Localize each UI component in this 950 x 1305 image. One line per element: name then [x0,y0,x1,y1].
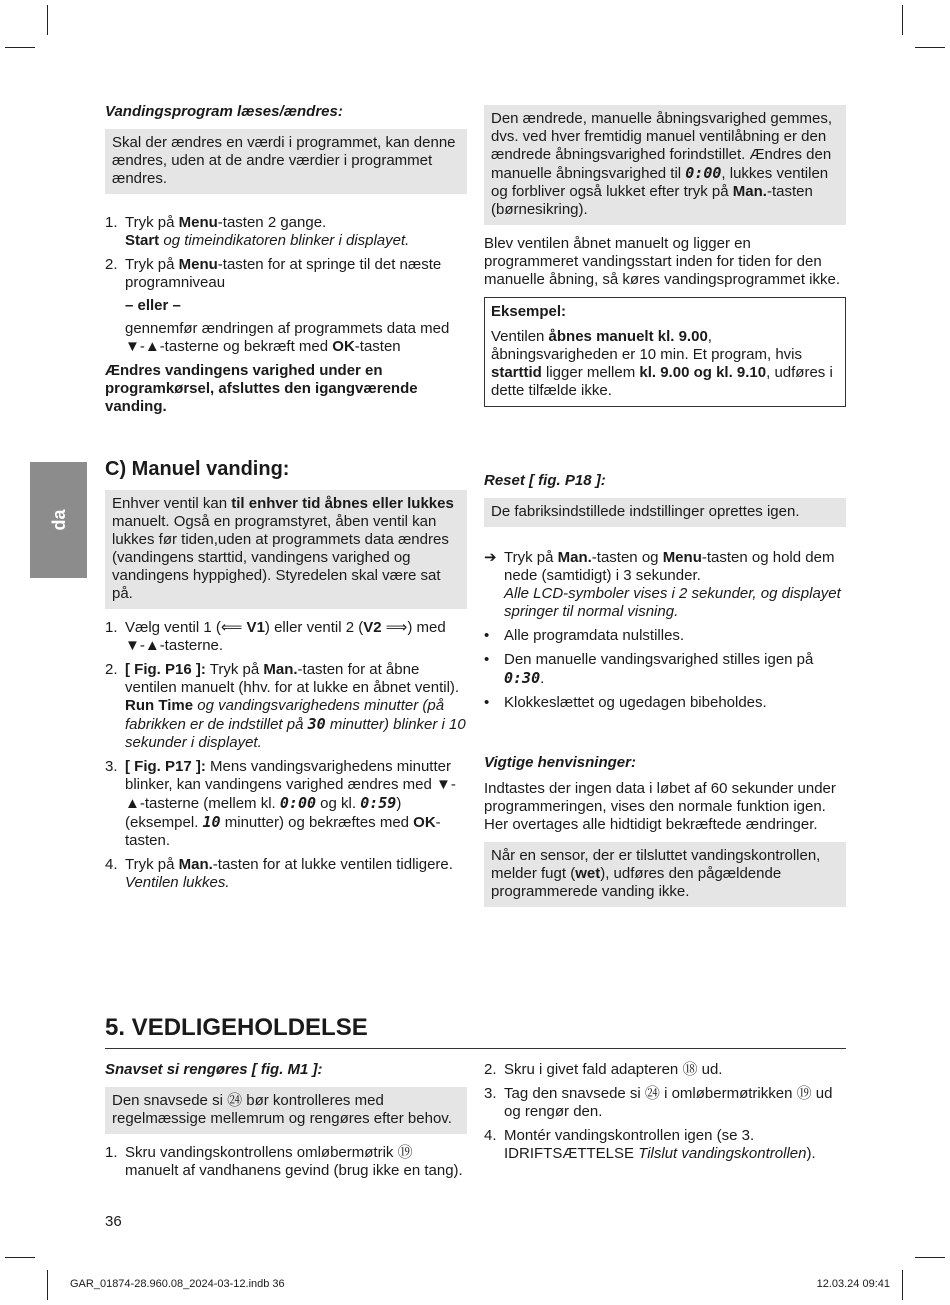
info-box: De fabriksindstillede indstillinger oprettes igen. [484,498,846,527]
crop-mark [47,5,48,35]
crop-mark [902,1270,903,1300]
step-list [105,619,467,892]
list-item: 1. Vælg ventil 1 (⟸ V1) eller ventil 2 (V2 ⟹) med ▼-▲-tasterne. [105,619,446,654]
list-item: ➔ Tryk på Man.-tasten og Menu-tasten og hold dem nede (samtidigt) i 3 sekunder. Alle LCD-symboler vises i 2 sekunder, og displayet springer til normal visning. [484,549,841,620]
example-title: Eksempel: [491,303,567,320]
section-program-edit [105,103,467,416]
crop-mark [902,5,903,35]
list-item: 2. [ Fig. P16 ]: Tryk på Man.-tasten for at åbne ventilen manuelt (hhv. for at lukke en åbnet ventil). Run Time og vandingsvarighedens minutter (på fabrikken er de indstillet på 30 minutter) blinker i 10 sekunder i displayet. [105,661,466,751]
or-separator: – eller – [125,297,181,314]
crop-mark [5,47,35,48]
section-clean-filter [105,1061,467,1186]
section-clean-filter-continued [484,1061,846,1169]
list-item: 4. Tryk på Man.-tasten for at lukke ventilen tidligere. Ventilen lukkes. [105,856,453,891]
list-item: 1. Skru vandingskontrollens omløbermøtrik ⑲ manuelt af vandhanens gevind (brug ikke en tang). [105,1144,463,1179]
info-box: Den snavsede si ㉔ bør kontrolleres med regelmæssige mellemrum og rengøres efter behov. [105,1087,467,1134]
chapter-title: 5. VEDLIGEHOLDELSE [105,1014,368,1041]
crop-mark [915,47,945,48]
section-heading: Reset [ fig. P18 ]: [484,472,606,489]
step-list [105,214,467,356]
example-box: Eksempel: Ventilen åbnes manuelt kl. 9.00, åbningsvarigheden er 10 min. Et program, hvis starttid ligger mellem kl. 9.00 og kl. 9.10, udføres i dette tilfælde ikke. [484,297,846,407]
info-box: Enhver ventil kan til enhver tid åbnes eller lukkes manuelt. Også en programstyret, åben ventil kan lukkes før tiden,uden at programmets data ændres (vandingens starttid, vandingens varighed og vandingens hyppighed). Styredelen skal være sat på. [105,490,467,609]
section-heading: C) Manuel vanding: [105,458,290,480]
paragraph: Indtastes der ingen data i løbet af 60 sekunder under programmeringen, vises den normale funktion igen. Her overtages alle hidtidigt bekræftede ændringer. [484,780,836,833]
list-item: 2. Skru i givet fald adapteren ⑱ ud. [484,1061,723,1078]
section-reset [484,472,846,917]
list-item: 2. Tryk på Menu-tasten for at springe til det næste programniveau – eller – gennemfør ændringen af programmets data med ▼-▲-tasterne og bekræft med OK-tasten [105,256,450,355]
language-tab [30,462,87,578]
list-item: 1. Tryk på Menu-tasten 2 gange. Start og timeindikatoren blinker i displayet. [105,214,410,249]
reset-list [484,549,846,712]
section-heading: Snavset si rengøres [ fig. M1 ]: [105,1061,323,1078]
arrow-icon: ➔ [484,549,497,566]
chapter-rule [105,1048,846,1049]
list-item: • Den manuelle vandingsvarighed stilles igen på 0:30. [484,651,814,687]
section-heading: Vigtige henvisninger: [484,754,636,771]
paragraph: Blev ventilen åbnet manuelt og ligger en programmeret vandingsstart inden for tiden for den manuelle åbning, så køres vandingsprogrammet ikke. [484,235,841,288]
language-tab-label: da [48,509,69,531]
list-item: • Alle programdata nulstilles. [484,627,685,644]
info-box: Skal der ændres en værdi i programmet, kan denne ændres, uden at de andre værdier i programmet ændres. [105,129,467,194]
list-item: 3. Tag den snavsede si ㉔ i omløbermøtrikken ⑲ ud og rengør den. [484,1085,833,1120]
list-item: 3. [ Fig. P17 ]: Mens vandingsvarighedens minutter blinker, kan vandingens varighed ændres med ▼-▲-tasterne (mellem kl. 0:00 og kl. 0:59) (eksempel. 10 minutter) og bekræftes med OK-tasten. [105,758,456,849]
crop-mark [5,1257,35,1258]
crop-mark [47,1270,48,1300]
list-item: 4. Montér vandingskontrollen igen (se 3. IDRIFTSÆTTELSE Tilslut vandingskontrollen). [484,1127,816,1162]
warning-text: Ændres vandingens varighed under en programkørsel, afsluttes den igangværende vanding. [105,362,418,415]
page-number: 36 [105,1213,122,1230]
info-box: Når en sensor, der er tilsluttet vandingskontrollen, melder fugt (wet), udføres den pågældende programmerede vanding ikke. [484,842,846,907]
footer-file: GAR_01874-28.960.08_2024-03-12.indb 36 [70,1278,285,1290]
section-manual-watering [105,460,467,898]
crop-mark [915,1257,945,1258]
footer-date: 12.03.24 09:41 [816,1278,890,1290]
step-list [484,1061,846,1163]
section-manual-duration [484,105,846,407]
info-box: Den ændrede, manuelle åbningsvarighed gemmes, dvs. ved hver fremtidig manuel ventilåbning er den ændrede åbningsvarighed forindstillet. Ændres den manuelle åbningsvarighed til 0:00, lukkes ventilen og forbliver også lukket efter tryk på Man.-tasten (børnesikring). [484,105,846,225]
step-list [105,1144,467,1180]
list-item: • Klokkeslættet og ugedagen bibeholdes. [484,694,767,711]
section-heading: Vandingsprogram læses/ændres: [105,103,343,120]
